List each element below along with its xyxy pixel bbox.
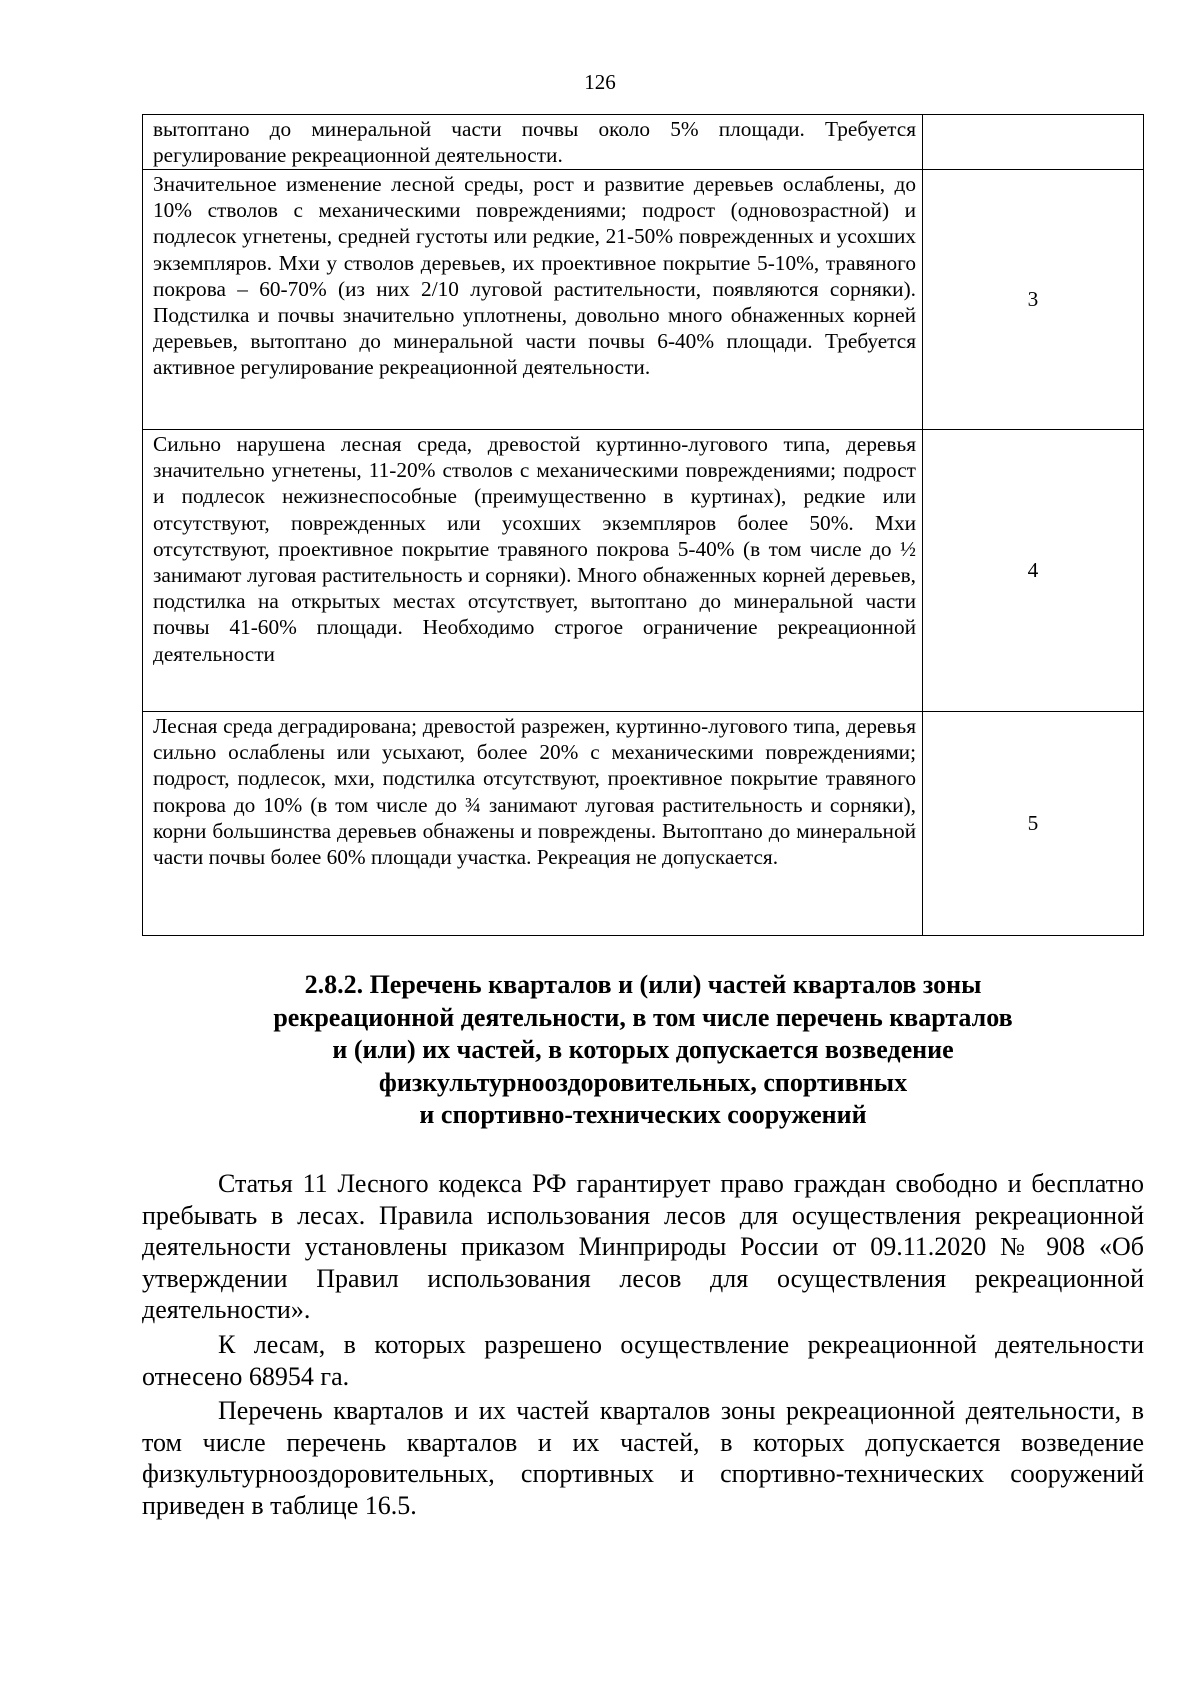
table-row [143,170,1144,430]
paragraph: Перечень кварталов и их частей кварталов зоны рекреационной деятельности, в том числе перечень кварталов и их частей, в которых допускается возведение физкультурнооздоровительных, спортивных и спортивно-технических сооружений приведен в таблице 16.5. [142,1396,1144,1520]
section-heading-line: и (или) их частей, в которых допускается возведение [332,1035,954,1064]
stage-number-cell: 4 [923,430,1144,712]
section-heading [142,969,1144,1132]
recreation-stage-table [142,114,1144,936]
section-heading-line: рекреационной деятельности, в том числе перечень кварталов [273,1002,1013,1032]
body-text [142,1168,1144,1525]
page-number: 126 [584,70,616,94]
stage-number-cell: 3 [923,170,1144,430]
stage-description-cell: вытоптано до минеральной части почвы около 5% площади. Требуется регулирование рекреационной деятельности. [143,115,923,170]
paragraph: К лесам, в которых разрешено осуществление рекреационной деятельности отнесено 68954 га. [142,1329,1144,1391]
section-heading-line: 2.8.2. Перечень кварталов и (или) частей кварталов зоны [304,970,982,999]
stage-number-cell: 5 [923,712,1144,936]
stage-description-cell: Сильно нарушена лесная среда, древостой куртинно-лугового типа, деревья значительно угнетены, 11-20% стволов с механическими повреждениями; подрост и подлесок нежизнеспособные (преимущественно в куртинах), редкие или отсутствуют, поврежденных или усохших экземпляров более 50%. Мхи отсутствуют, проективное покрытие травяного покрова 5-40% (в том числе до ½ занимают луговая растительность и сорняки). Много обнаженных корней деревьев, подстилка на открытых местах отсутствует, вытоптано до минеральной части почвы 41-60% площади. Необходимо строгое ограничение рекреационной деятельности [143,430,923,712]
paragraph: Статья 11 Лесного кодекса РФ гарантирует право граждан свободно и бесплатно пребывать в лесах. Правила использования лесов для осуществления рекреационной деятельности установлены приказом Минприроды России от 09.11.2020 № 908 «Об утверждении Правил использования лесов для осуществления рекреационной деятельности». [142,1169,1144,1325]
stage-description-cell: Значительное изменение лесной среды, рост и развитие деревьев ослаблены, до 10% стволов с механическими повреждениями; подрост (одновозрастной) и подлесок угнетены, средней густоты или редкие, 21-50% поврежденных и усохших экземпляров. Мхи у стволов деревьев, их проективное покрытие 5-10%, травяного покрова – 60-70% (из них 2/10 луговой растительности, появляются сорняки). Подстилка и почвы значительно уплотнены, довольно много обнаженных корней деревьев, вытоптано до минеральной части почвы 6-40% площади. Требуется активное регулирование рекреационной деятельности. [143,170,923,430]
table-row [143,712,1144,936]
section-heading-line: и спортивно-технических сооружений [419,1100,867,1129]
table-row [143,115,1144,170]
table-row [143,430,1144,712]
stage-description-cell: Лесная среда деградирована; древостой разрежен, куртинно-лугового типа, деревья сильно ослаблены или усыхают, более 20% с механическими повреждениями; подрост, подлесок, мхи, подстилка отсутствуют, проективное покрытие травяного покрова до 10% (в том числе до ¾ занимают луговая растительность и сорняки), корни большинства деревьев обнажены и повреждены. Вытоптано до минеральной части почвы более 60% площади участка. Рекреация не допускается. [143,712,923,936]
section-heading-line: физкультурнооздоровительных, спортивных [378,1067,908,1097]
stage-number-cell [923,115,1144,170]
